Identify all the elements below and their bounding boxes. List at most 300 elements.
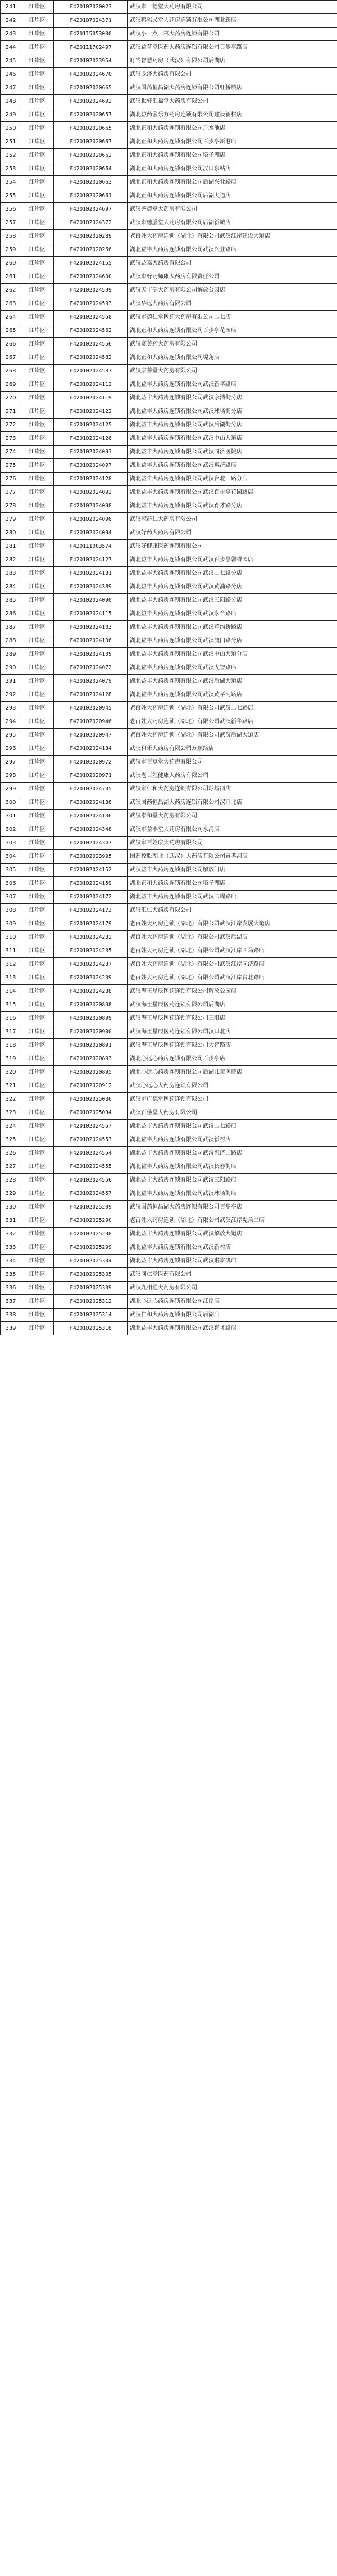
license-code-cell: F420102024599 bbox=[54, 284, 128, 297]
row-number: 300 bbox=[1, 796, 21, 810]
license-code-cell: F420102024155 bbox=[54, 257, 128, 270]
license-code-cell: F420102024103 bbox=[54, 621, 128, 634]
license-code-cell: F420102020895 bbox=[54, 1066, 128, 1079]
pharmacy-name-cell: 武汉冠群仁大药房有限公司 bbox=[128, 513, 337, 526]
pharmacy-name-cell: 武汉益草堂医药大药房连锁有限公司百步亭路店 bbox=[128, 41, 337, 54]
row-number: 309 bbox=[1, 917, 21, 931]
license-code-cell: F420102025299 bbox=[54, 1241, 128, 1255]
pharmacy-name-cell: 武汉仁和大药房连锁有限公司后湖店 bbox=[128, 1309, 337, 1322]
pharmacy-name-cell: 湖北益丰大药房连锁有限公司武汉三阳路店 bbox=[128, 1174, 337, 1187]
license-code-cell: F420102020946 bbox=[54, 715, 128, 729]
license-code-cell: F420115053000 bbox=[54, 28, 128, 41]
pharmacy-name-cell: 国药控股湖北（武汉）大药房有限公司黄孝河店 bbox=[128, 850, 337, 864]
district-cell: 江岸区 bbox=[21, 95, 54, 108]
pharmacy-name-cell: 湖北益丰大药房连锁有限公司武汉黄孝河路店 bbox=[128, 688, 337, 702]
license-code-cell: F420111003574 bbox=[54, 540, 128, 553]
pharmacy-name-cell: 武汉好药大药房有限公司 bbox=[128, 526, 337, 540]
district-cell: 江岸区 bbox=[21, 216, 54, 230]
row-number: 251 bbox=[1, 135, 21, 149]
license-code-cell: F420102024179 bbox=[54, 917, 128, 931]
pharmacy-name-cell: 武汉市益丰堂大药房有限公司永清店 bbox=[128, 823, 337, 837]
pharmacy-name-cell: 湖北益丰大药房连锁有限公司武汉兴业路店 bbox=[128, 243, 337, 257]
license-code-cell: F420102020665 bbox=[54, 81, 128, 95]
table-row bbox=[1, 1201, 337, 1214]
district-cell: 江岸区 bbox=[21, 297, 54, 311]
row-number: 337 bbox=[1, 1295, 21, 1309]
district-cell: 江岸区 bbox=[21, 392, 54, 405]
table-row bbox=[1, 1160, 337, 1174]
table-row bbox=[1, 715, 337, 729]
table-row bbox=[1, 1187, 337, 1201]
license-code-cell: F420102024115 bbox=[54, 607, 128, 621]
district-cell: 江岸区 bbox=[21, 1066, 54, 1079]
license-code-cell: F420102024556 bbox=[54, 338, 128, 351]
district-cell: 江岸区 bbox=[21, 796, 54, 810]
license-code-cell: F420102024079 bbox=[54, 675, 128, 688]
pharmacy-name-cell: 湖北正和大药房连锁有限公司塔子湖店 bbox=[128, 149, 337, 162]
row-number: 330 bbox=[1, 1201, 21, 1214]
license-code-cell: F420102024697 bbox=[54, 203, 128, 216]
district-cell: 江岸区 bbox=[21, 1214, 54, 1228]
row-number: 288 bbox=[1, 634, 21, 648]
district-cell: 江岸区 bbox=[21, 162, 54, 176]
license-code-cell: F420102024138 bbox=[54, 796, 128, 810]
pharmacy-name-cell: 湖北正和大药房连锁有限公司汉口东站店 bbox=[128, 162, 337, 176]
row-number: 268 bbox=[1, 365, 21, 378]
row-number: 335 bbox=[1, 1268, 21, 1282]
table-row bbox=[1, 216, 337, 230]
pharmacy-name-cell: 湖北益丰大药房连锁有限公司武汉新华路店 bbox=[128, 378, 337, 392]
district-cell: 江岸区 bbox=[21, 864, 54, 877]
pharmacy-name-cell: 武汉汇仁大药房有限公司 bbox=[128, 904, 337, 917]
license-code-cell: F420102024092 bbox=[54, 486, 128, 499]
table-row bbox=[1, 297, 337, 311]
district-cell: 江岸区 bbox=[21, 1, 54, 14]
license-code-cell: F420102024583 bbox=[54, 365, 128, 378]
table-row bbox=[1, 1255, 337, 1268]
district-cell: 江岸区 bbox=[21, 729, 54, 742]
license-code-cell: F420102025305 bbox=[54, 1268, 128, 1282]
table-row bbox=[1, 796, 337, 810]
license-code-cell: F420102024705 bbox=[54, 783, 128, 796]
row-number: 270 bbox=[1, 392, 21, 405]
table-row bbox=[1, 917, 337, 931]
district-cell: 江岸区 bbox=[21, 540, 54, 553]
pharmacy-name-cell: 武汉海王星辰医药连锁有限公司汉口北店 bbox=[128, 1025, 337, 1039]
table-row bbox=[1, 729, 337, 742]
license-code-cell: F420102024347 bbox=[54, 837, 128, 850]
district-cell: 江岸区 bbox=[21, 351, 54, 365]
table-row bbox=[1, 1066, 337, 1079]
row-number: 307 bbox=[1, 891, 21, 904]
district-cell: 江岸区 bbox=[21, 14, 54, 28]
district-cell: 江岸区 bbox=[21, 176, 54, 189]
table-row bbox=[1, 944, 337, 958]
row-number: 241 bbox=[1, 1, 21, 14]
row-number: 327 bbox=[1, 1160, 21, 1174]
pharmacy-name-cell: 武汉华远大药房有限公司 bbox=[128, 297, 337, 311]
pharmacy-name-cell: 湖北正和大药房连锁有限公司百步亭花园店 bbox=[128, 324, 337, 338]
district-cell: 江岸区 bbox=[21, 149, 54, 162]
table-row bbox=[1, 931, 337, 944]
district-cell: 江岸区 bbox=[21, 756, 54, 769]
district-cell: 江岸区 bbox=[21, 1052, 54, 1066]
district-cell: 江岸区 bbox=[21, 810, 54, 823]
license-code-cell: F420102025316 bbox=[54, 1322, 128, 1335]
district-cell: 江岸区 bbox=[21, 1228, 54, 1241]
license-code-cell: F420102024097 bbox=[54, 459, 128, 473]
row-number: 299 bbox=[1, 783, 21, 796]
district-cell: 江岸区 bbox=[21, 769, 54, 783]
district-cell: 江岸区 bbox=[21, 338, 54, 351]
row-number: 264 bbox=[1, 311, 21, 324]
license-code-cell: F420102024134 bbox=[54, 742, 128, 756]
pharmacy-name-cell: 武汉市仁和大药房连锁有限公司球场街店 bbox=[128, 783, 337, 796]
license-code-cell: F420102024152 bbox=[54, 864, 128, 877]
pharmacy-name-cell: 湖北益丰大药房连锁有限公司武汉百步亭馨香园店 bbox=[128, 553, 337, 567]
pharmacy-name-cell: 湖北益丰大药房连锁有限公司武汉永合路店 bbox=[128, 607, 337, 621]
table-row bbox=[1, 1052, 337, 1066]
pharmacy-name-cell: 武汉国药恒昌湖大药房连锁有限公司汉口北店 bbox=[128, 796, 337, 810]
district-cell: 江岸区 bbox=[21, 81, 54, 95]
row-number: 310 bbox=[1, 931, 21, 944]
district-cell: 江岸区 bbox=[21, 1133, 54, 1147]
district-cell: 江岸区 bbox=[21, 473, 54, 486]
table-row bbox=[1, 823, 337, 837]
row-number: 298 bbox=[1, 769, 21, 783]
license-code-cell: F420102020266 bbox=[54, 243, 128, 257]
table-row bbox=[1, 1147, 337, 1160]
table-row bbox=[1, 1241, 337, 1255]
license-code-cell: F420102024553 bbox=[54, 1133, 128, 1147]
license-code-cell: F420102024557 bbox=[54, 1120, 128, 1133]
row-number: 319 bbox=[1, 1052, 21, 1066]
table-row bbox=[1, 284, 337, 297]
table-row bbox=[1, 270, 337, 284]
license-code-cell: F420102025314 bbox=[54, 1309, 128, 1322]
license-code-cell: F420102024090 bbox=[54, 594, 128, 607]
district-cell: 江岸区 bbox=[21, 1160, 54, 1174]
table-row bbox=[1, 68, 337, 81]
pharmacy-name-cell: 武汉心远心大药房连锁有限公司 bbox=[128, 1079, 337, 1093]
table-row bbox=[1, 742, 337, 756]
pharmacy-name-cell: 武汉市百草堂大药房有限公司 bbox=[128, 756, 337, 769]
row-number: 265 bbox=[1, 324, 21, 338]
license-code-cell: F420102024389 bbox=[54, 580, 128, 594]
license-code-cell: F420102024093 bbox=[54, 446, 128, 459]
license-code-cell: F420111702497 bbox=[54, 41, 128, 54]
pharmacy-name-cell: 湖北益丰大药房连锁有限公司武汉新村店 bbox=[128, 1133, 337, 1147]
table-row bbox=[1, 1012, 337, 1025]
license-code-cell: F420102024173 bbox=[54, 904, 128, 917]
row-number: 260 bbox=[1, 257, 21, 270]
table-row bbox=[1, 41, 337, 54]
table-row bbox=[1, 419, 337, 432]
pharmacy-name-cell: 湖北益丰大药房连锁有限公司武汉二七路店 bbox=[128, 1120, 337, 1133]
district-cell: 江岸区 bbox=[21, 432, 54, 446]
row-number: 283 bbox=[1, 567, 21, 580]
district-cell: 江岸区 bbox=[21, 1322, 54, 1335]
district-cell: 江岸区 bbox=[21, 1282, 54, 1295]
table-row bbox=[1, 904, 337, 917]
row-number: 257 bbox=[1, 216, 21, 230]
table-row bbox=[1, 567, 337, 580]
table-row bbox=[1, 1079, 337, 1093]
pharmacy-name-cell: 武汉老百姓健康大药房有限公司 bbox=[128, 769, 337, 783]
table-row bbox=[1, 580, 337, 594]
license-code-cell: F420102024096 bbox=[54, 513, 128, 526]
row-number: 254 bbox=[1, 176, 21, 189]
license-code-cell: F420102024558 bbox=[54, 311, 128, 324]
pharmacy-name-cell: 湖北心远心药房连锁有限公司江岸店 bbox=[128, 1295, 337, 1309]
row-number: 281 bbox=[1, 540, 21, 553]
pharmacy-name-cell: 湖北益丰大药房连锁有限公司武汉同济医院店 bbox=[128, 446, 337, 459]
row-number: 333 bbox=[1, 1241, 21, 1255]
pharmacy-name-cell: 湖北正和大药房连锁有限公司后湖兴业路店 bbox=[128, 176, 337, 189]
row-number: 302 bbox=[1, 823, 21, 837]
table-row bbox=[1, 526, 337, 540]
row-number: 321 bbox=[1, 1079, 21, 1093]
district-cell: 江岸区 bbox=[21, 1093, 54, 1106]
pharmacy-name-cell: 湖北益丰大药房连锁有限公司武汉三阳路分店 bbox=[128, 594, 337, 607]
pharmacy-name-cell: 湖北益丰大药房连锁有限公司武汉育才路店 bbox=[128, 1322, 337, 1335]
pharmacy-name-cell: 老百姓大药房连锁（湖北）有限公司武汉江岸建设大道店 bbox=[128, 230, 337, 243]
pharmacy-name-cell: 武汉益丰大药房连锁有限公司解放门店 bbox=[128, 864, 337, 877]
row-number: 267 bbox=[1, 351, 21, 365]
license-code-cell: F420102024237 bbox=[54, 958, 128, 971]
license-code-cell: F420102024556 bbox=[54, 1174, 128, 1187]
district-cell: 江岸区 bbox=[21, 985, 54, 998]
table-row bbox=[1, 311, 337, 324]
pharmacy-name-cell: 湖北心远心药房连锁有限公司后湖儿童医院店 bbox=[128, 1066, 337, 1079]
table-row bbox=[1, 621, 337, 634]
row-number: 290 bbox=[1, 661, 21, 675]
district-cell: 江岸区 bbox=[21, 971, 54, 985]
license-code-cell: F420102024582 bbox=[54, 351, 128, 365]
table-row bbox=[1, 1039, 337, 1052]
row-number: 311 bbox=[1, 944, 21, 958]
pharmacy-name-cell: 武汉市德仁堂医药大药房有限公司二七店 bbox=[128, 311, 337, 324]
table-row bbox=[1, 850, 337, 864]
pharmacy-name-cell: 武汉海王星辰医药连锁有限公司大智路店 bbox=[128, 1039, 337, 1052]
license-code-cell: F420102020657 bbox=[54, 108, 128, 122]
license-code-cell: F420102024239 bbox=[54, 971, 128, 985]
table-row bbox=[1, 553, 337, 567]
pharmacy-name-cell: 湖北益丰大药房连锁有限公司武汉育才路分店 bbox=[128, 499, 337, 513]
license-code-cell: F420102025312 bbox=[54, 1295, 128, 1309]
license-code-cell: F420102024235 bbox=[54, 944, 128, 958]
license-code-cell: F420102020945 bbox=[54, 702, 128, 715]
license-code-cell: F420102020971 bbox=[54, 769, 128, 783]
pharmacy-name-cell: 武汉赛美药大药房有限公司 bbox=[128, 338, 337, 351]
license-code-cell: F420102020664 bbox=[54, 162, 128, 176]
pharmacy-name-cell: 武汉市一德堂大药房有限公司 bbox=[128, 1, 337, 14]
pharmacy-name-cell: 武汉百佳堂大药房有限公司 bbox=[128, 1106, 337, 1120]
table-row bbox=[1, 122, 337, 135]
district-cell: 江岸区 bbox=[21, 486, 54, 499]
license-code-cell: F420102020891 bbox=[54, 1039, 128, 1052]
pharmacy-name-cell: 湖北益丰大药房连锁有限公司武汉谌家矶店 bbox=[128, 1255, 337, 1268]
table-row bbox=[1, 634, 337, 648]
row-number: 280 bbox=[1, 526, 21, 540]
row-number: 312 bbox=[1, 958, 21, 971]
table-row bbox=[1, 405, 337, 419]
pharmacy-name-cell: 武汉和乐大药房有限公司万顺路店 bbox=[128, 742, 337, 756]
district-cell: 江岸区 bbox=[21, 1079, 54, 1093]
district-cell: 江岸区 bbox=[21, 661, 54, 675]
row-number: 320 bbox=[1, 1066, 21, 1079]
table-row bbox=[1, 837, 337, 850]
table-row bbox=[1, 108, 337, 122]
district-cell: 江岸区 bbox=[21, 324, 54, 338]
license-code-cell: F420102024112 bbox=[54, 378, 128, 392]
row-number: 329 bbox=[1, 1187, 21, 1201]
row-number: 249 bbox=[1, 108, 21, 122]
table-row bbox=[1, 661, 337, 675]
district-cell: 江岸区 bbox=[21, 1025, 54, 1039]
pharmacy-name-cell: 老百姓大药房连锁（湖北）有限公司武汉江岸发展大道店 bbox=[128, 917, 337, 931]
district-cell: 江岸区 bbox=[21, 1106, 54, 1120]
row-number: 271 bbox=[1, 405, 21, 419]
district-cell: 江岸区 bbox=[21, 1268, 54, 1282]
district-cell: 江岸区 bbox=[21, 567, 54, 580]
table-row bbox=[1, 877, 337, 891]
license-code-cell: F420102025034 bbox=[54, 1106, 128, 1120]
table-row bbox=[1, 810, 337, 823]
row-number: 273 bbox=[1, 432, 21, 446]
license-code-cell: F420102020289 bbox=[54, 230, 128, 243]
table-row bbox=[1, 891, 337, 904]
license-code-cell: F420102024109 bbox=[54, 648, 128, 661]
district-cell: 江岸区 bbox=[21, 715, 54, 729]
row-number: 287 bbox=[1, 621, 21, 634]
row-number: 317 bbox=[1, 1025, 21, 1039]
district-cell: 江岸区 bbox=[21, 1174, 54, 1187]
license-code-cell: F420102025290 bbox=[54, 1214, 128, 1228]
table-row bbox=[1, 513, 337, 526]
pharmacy-name-cell: 湖北正和大药房连锁有限公司塔子湖店 bbox=[128, 877, 337, 891]
row-number: 263 bbox=[1, 297, 21, 311]
district-cell: 江岸区 bbox=[21, 877, 54, 891]
district-cell: 江岸区 bbox=[21, 513, 54, 526]
row-number: 308 bbox=[1, 904, 21, 917]
row-number: 291 bbox=[1, 675, 21, 688]
pharmacy-name-cell: 武汉泰和堂大药房有限公司 bbox=[128, 810, 337, 823]
district-cell: 江岸区 bbox=[21, 499, 54, 513]
district-cell: 江岸区 bbox=[21, 365, 54, 378]
license-code-cell: F420102020947 bbox=[54, 729, 128, 742]
license-code-cell: F420102024098 bbox=[54, 499, 128, 513]
pharmacy-name-cell: 武汉善德堂大药房有限公司 bbox=[128, 203, 337, 216]
pharmacy-name-cell: 湖北益丰大药房连锁有限公司武汉后湖大道店 bbox=[128, 675, 337, 688]
pharmacy-name-cell: 武汉国药恒昌湖大药房连锁有限公司百步亭店 bbox=[128, 1201, 337, 1214]
row-number: 253 bbox=[1, 162, 21, 176]
row-number: 250 bbox=[1, 122, 21, 135]
license-code-cell: F420102020662 bbox=[54, 149, 128, 162]
pharmacy-name-cell: 湖北正和大药房连锁有限公司后湖大道店 bbox=[128, 189, 337, 203]
district-cell: 江岸区 bbox=[21, 41, 54, 54]
table-row bbox=[1, 1214, 337, 1228]
table-row bbox=[1, 1120, 337, 1133]
district-cell: 江岸区 bbox=[21, 1120, 54, 1133]
table-row bbox=[1, 378, 337, 392]
row-number: 292 bbox=[1, 688, 21, 702]
row-number: 331 bbox=[1, 1214, 21, 1228]
pharmacy-name-cell: 武汉海王星辰医药连锁有限公司后湖店 bbox=[128, 998, 337, 1012]
row-number: 338 bbox=[1, 1309, 21, 1322]
district-cell: 江岸区 bbox=[21, 54, 54, 68]
table-row bbox=[1, 1309, 337, 1322]
row-number: 289 bbox=[1, 648, 21, 661]
district-cell: 江岸区 bbox=[21, 230, 54, 243]
table-row bbox=[1, 243, 337, 257]
table-row bbox=[1, 28, 337, 41]
pharmacy-name-cell: 武汉龙泽大药房有限公司 bbox=[128, 68, 337, 81]
row-number: 325 bbox=[1, 1133, 21, 1147]
row-number: 246 bbox=[1, 68, 21, 81]
district-cell: 江岸区 bbox=[21, 135, 54, 149]
row-number: 304 bbox=[1, 850, 21, 864]
row-number: 323 bbox=[1, 1106, 21, 1120]
row-number: 261 bbox=[1, 270, 21, 284]
district-cell: 江岸区 bbox=[21, 419, 54, 432]
row-number: 324 bbox=[1, 1120, 21, 1133]
row-number: 276 bbox=[1, 473, 21, 486]
table-row bbox=[1, 230, 337, 243]
table-row bbox=[1, 864, 337, 877]
row-number: 252 bbox=[1, 149, 21, 162]
table-row bbox=[1, 351, 337, 365]
district-cell: 江岸区 bbox=[21, 257, 54, 270]
table-row bbox=[1, 594, 337, 607]
pharmacy-name-cell: 湖北益丰大药房连锁有限公司武汉台北一路分店 bbox=[128, 473, 337, 486]
license-code-cell: F420102025036 bbox=[54, 1093, 128, 1106]
row-number: 314 bbox=[1, 985, 21, 998]
pharmacy-name-cell: 武汉益嘉大药房有限公司 bbox=[128, 257, 337, 270]
license-code-cell: F420102025309 bbox=[54, 1282, 128, 1295]
pharmacy-name-cell: 武汉市好药师康大药房有限责任公司 bbox=[128, 270, 337, 284]
pharmacy-name-cell: 武汉市百姓康大药房有限公司 bbox=[128, 837, 337, 850]
license-code-cell: F420102024125 bbox=[54, 419, 128, 432]
license-code-cell: F420107024371 bbox=[54, 14, 128, 28]
district-cell: 江岸区 bbox=[21, 243, 54, 257]
district-cell: 江岸区 bbox=[21, 823, 54, 837]
pharmacy-name-cell: 武汉世轩汇福堂大药房有限公司 bbox=[128, 95, 337, 108]
table-row bbox=[1, 769, 337, 783]
district-cell: 江岸区 bbox=[21, 837, 54, 850]
pharmacy-name-cell: 老百姓大药房连锁（湖北）有限公司武汉江岸堤角二店 bbox=[128, 1214, 337, 1228]
district-cell: 江岸区 bbox=[21, 891, 54, 904]
row-number: 284 bbox=[1, 580, 21, 594]
table-row bbox=[1, 324, 337, 338]
pharmacy-name-cell: 湖北益丰大药房连锁有限公司武汉惠济二路店 bbox=[128, 1147, 337, 1160]
row-number: 258 bbox=[1, 230, 21, 243]
district-cell: 江岸区 bbox=[21, 1241, 54, 1255]
license-code-cell: F420102024554 bbox=[54, 1147, 128, 1160]
row-number: 316 bbox=[1, 1012, 21, 1025]
district-cell: 江岸区 bbox=[21, 28, 54, 41]
district-cell: 江岸区 bbox=[21, 446, 54, 459]
row-number: 266 bbox=[1, 338, 21, 351]
row-number: 262 bbox=[1, 284, 21, 297]
table-row bbox=[1, 95, 337, 108]
table-row bbox=[1, 338, 337, 351]
pharmacy-name-cell: 武汉天丰健大药房有限公司解放公园店 bbox=[128, 284, 337, 297]
district-cell: 江岸区 bbox=[21, 378, 54, 392]
pharmacy-name-cell: 老百姓大药房连锁（湖北）有限公司武汉二七路店 bbox=[128, 702, 337, 715]
pharmacy-name-cell: 武汉鸭玛民堂大药房连锁有限公司湖北新店 bbox=[128, 14, 337, 28]
district-cell: 江岸区 bbox=[21, 917, 54, 931]
